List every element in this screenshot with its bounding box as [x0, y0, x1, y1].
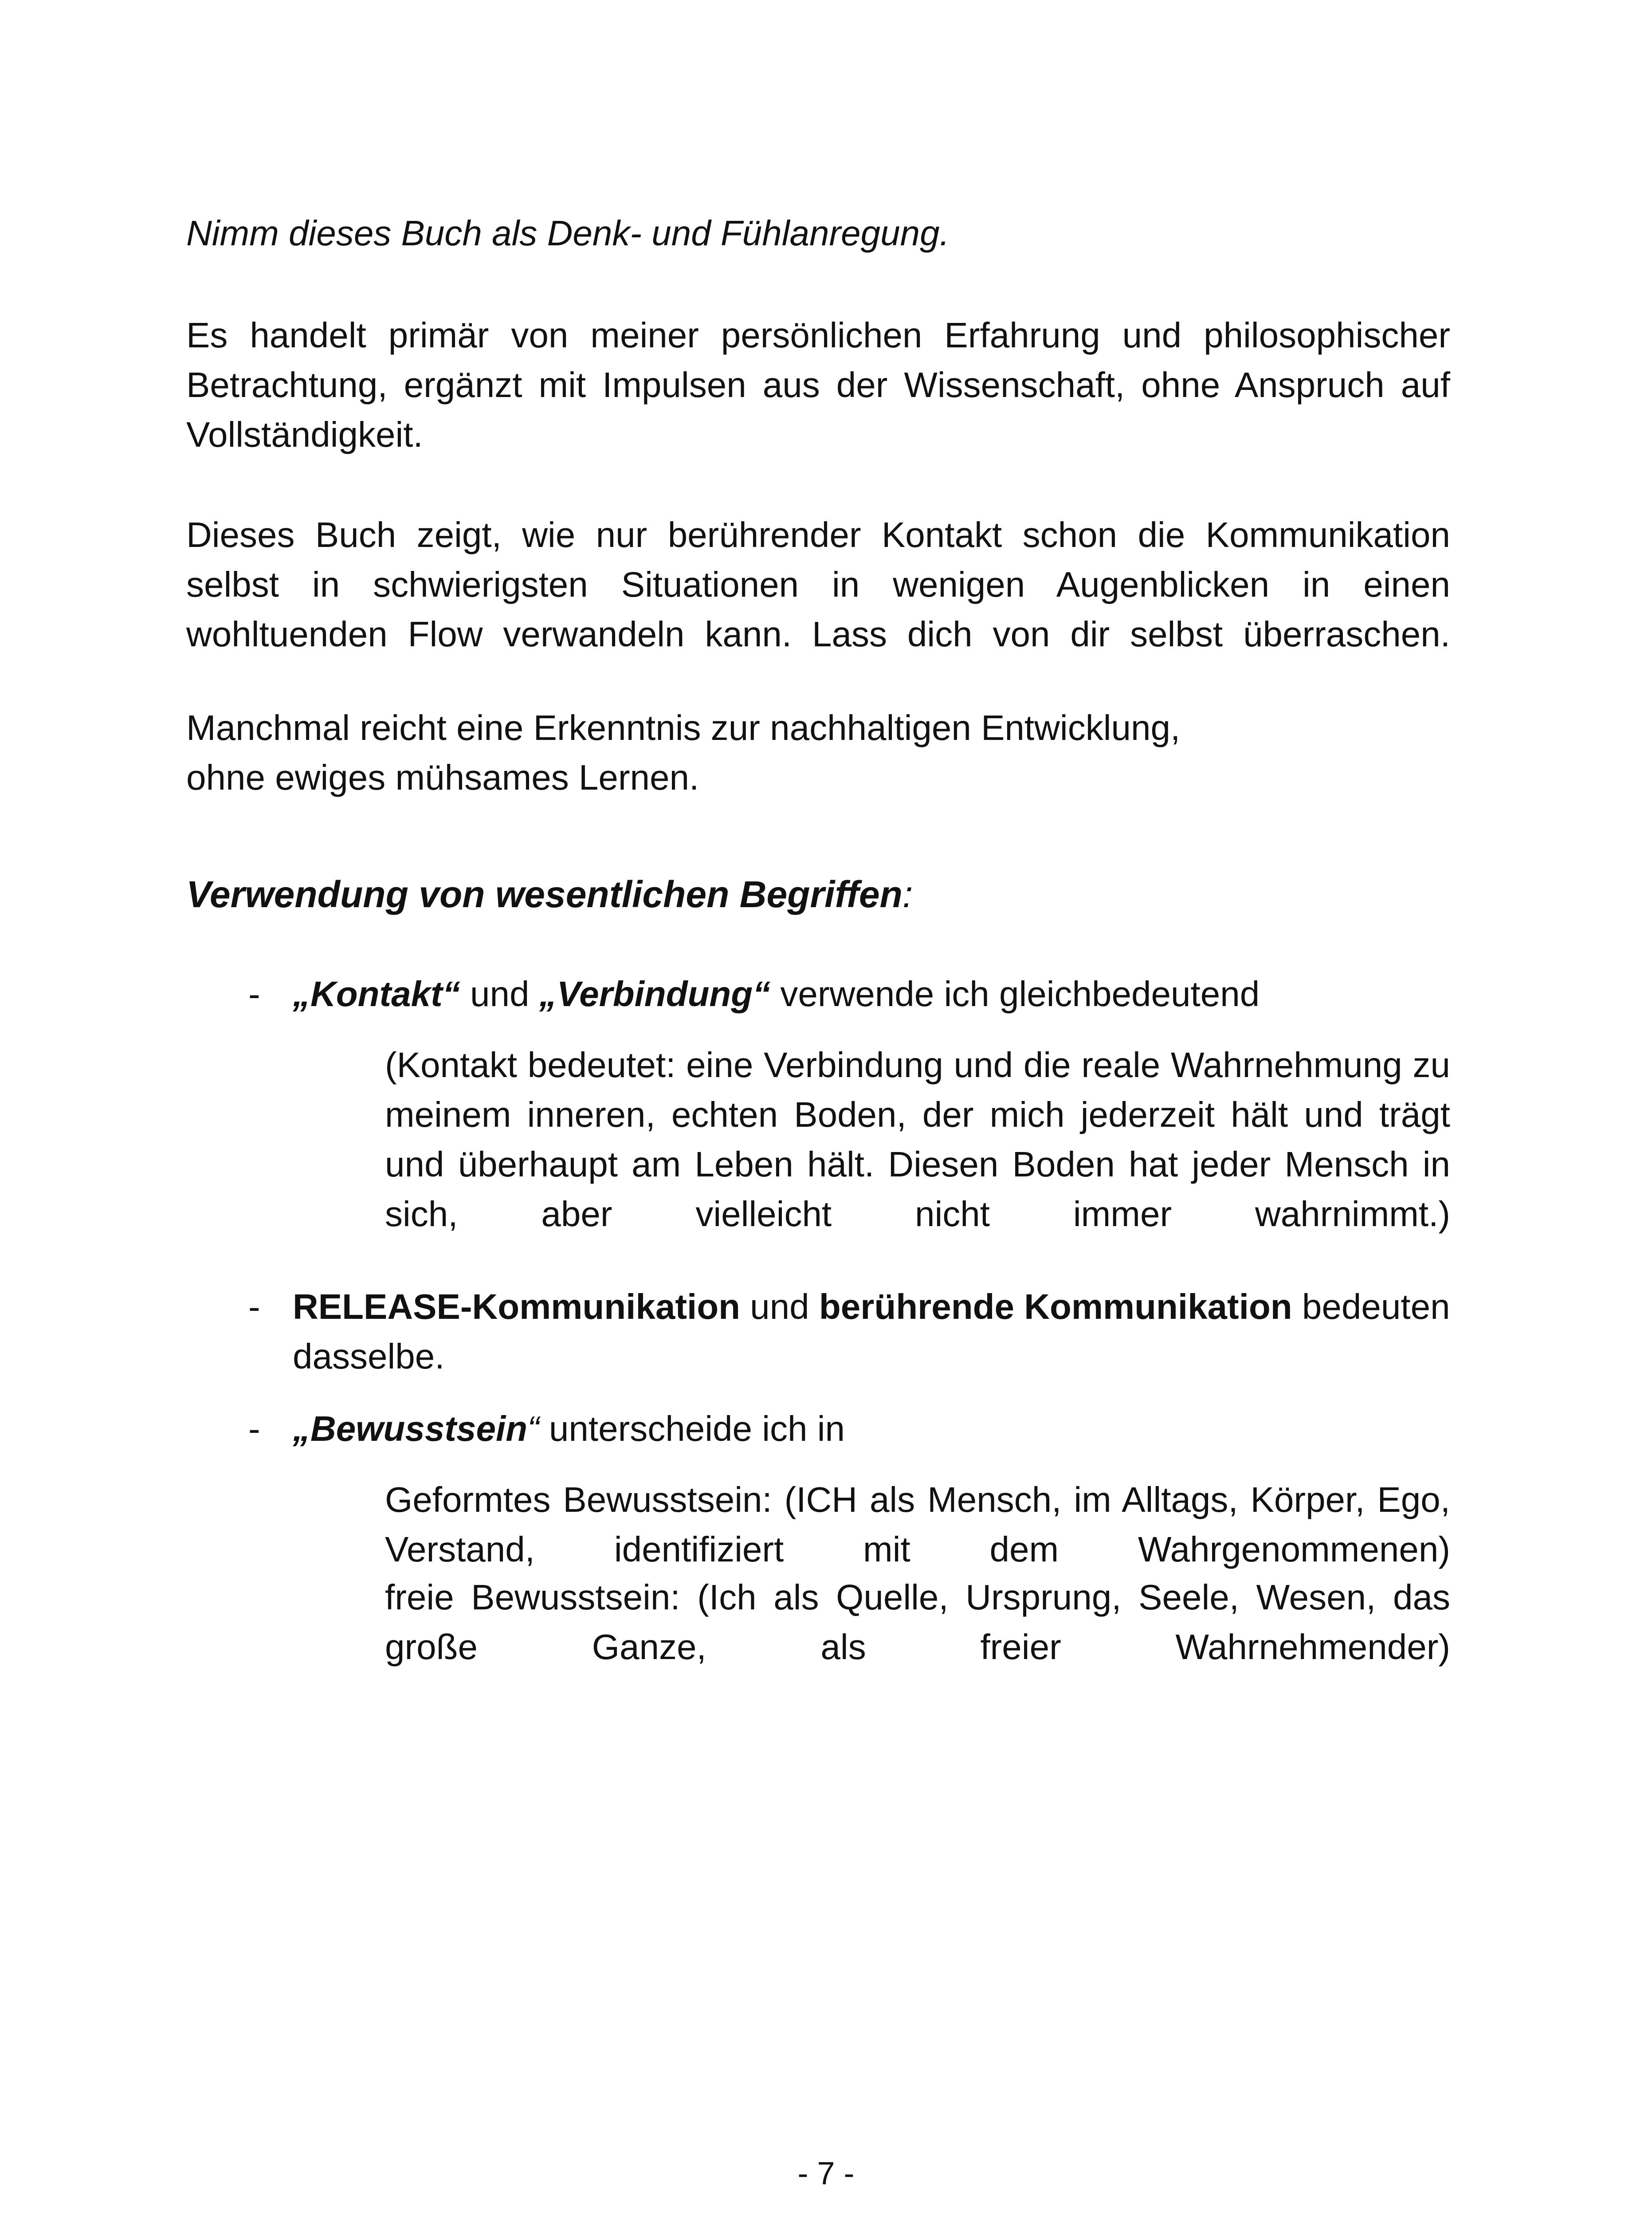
- term-connector: und: [740, 1287, 819, 1326]
- intro-paragraph-3-line-2: ohne ewiges mühsames Lernen.: [186, 758, 699, 797]
- bullet-dash: -: [248, 1409, 260, 1448]
- term-item-bewusstsein-rest: unterscheide ich in: [539, 1409, 845, 1448]
- intro-paragraph-3-line-1: Manchmal reicht eine Erkenntnis zur nachhaltigen Entwicklung,: [186, 708, 1181, 747]
- term-item-release: [248, 1282, 1460, 1381]
- term-bewusstsein-geformt: Geformtes Bewusstsein: (ICH als Mensch, im Alltags, Körper, Ego, Verstand, identifiziert mit dem Wahrgenommenen): [385, 1480, 1450, 1569]
- intro-paragraph-1: Es handelt primär von meiner persönlichen Erfahrung und philosophischer Betrachtung, ergänzt mit Impulsen aus der Wissenschaft, ohne Anspruch auf Vollständigkeit.: [186, 315, 1450, 454]
- term-item-bewusstsein-text: [293, 1404, 1450, 1454]
- intro-paragraph-2: Dieses Buch zeigt, wie nur berührender Kontakt schon die Kommunikation selbst in schwierigsten Situationen in wenigen Augenblicken in einen wohltuenden Flow verwandeln kann. Lass dich von dir selbst überraschen.: [186, 515, 1450, 654]
- terms-heading: [186, 869, 1450, 919]
- term-item-bewusstsein: [248, 1404, 1450, 1454]
- bullet-dash: -: [248, 1287, 260, 1326]
- term-bewusstsein-quote-close: “: [527, 1409, 539, 1448]
- term-bewusstsein-frei: freie Bewusstsein: (Ich als Quelle, Ursprung, Seele, Wesen, das große Ganze, als freier Wahrnehmender): [385, 1577, 1450, 1667]
- terms-heading-text: Verwendung von wesentlichen Begriffen: [186, 873, 903, 915]
- term-item-release-text: [293, 1282, 1460, 1381]
- term-verbindung: „Verbindung“: [539, 974, 771, 1014]
- term-beruehrende-kommunikation: berührende Kommunikation: [819, 1287, 1292, 1326]
- term-kontakt: „Kontakt“: [293, 974, 460, 1014]
- term-bewusstsein-quote-open: „: [293, 1409, 310, 1448]
- term-kontakt-explanation: (Kontakt bedeutet: eine Verbindung und die reale Wahrnehmung zu meinem inneren, echten Boden, der mich jederzeit hält und trägt und überhaupt am Leben hält. Diesen Boden hat jeder Mensch in sich, aber vielleicht nicht immer wahrnimmt.): [385, 1045, 1450, 1234]
- intro-paragraph-3: [186, 703, 1450, 802]
- term-release-kommunikation: RELEASE-Kommunikation: [293, 1287, 740, 1326]
- bullet-dash: -: [248, 974, 260, 1014]
- term-item-kontakt-text: [293, 969, 1450, 1019]
- terms-heading-colon: :: [902, 873, 913, 915]
- term-connector: und: [460, 974, 539, 1014]
- term-item-kontakt: [248, 969, 1450, 1019]
- intro-tagline: Nimm dieses Buch als Denk- und Fühlanregung.: [186, 213, 950, 253]
- term-item-release-rest: bedeuten dasselbe.: [293, 1287, 1460, 1376]
- term-item-kontakt-rest: verwende ich gleichbedeutend: [770, 974, 1260, 1014]
- term-bewusstsein: Bewusstsein: [310, 1409, 528, 1448]
- page-number: - 7 -: [797, 2156, 855, 2191]
